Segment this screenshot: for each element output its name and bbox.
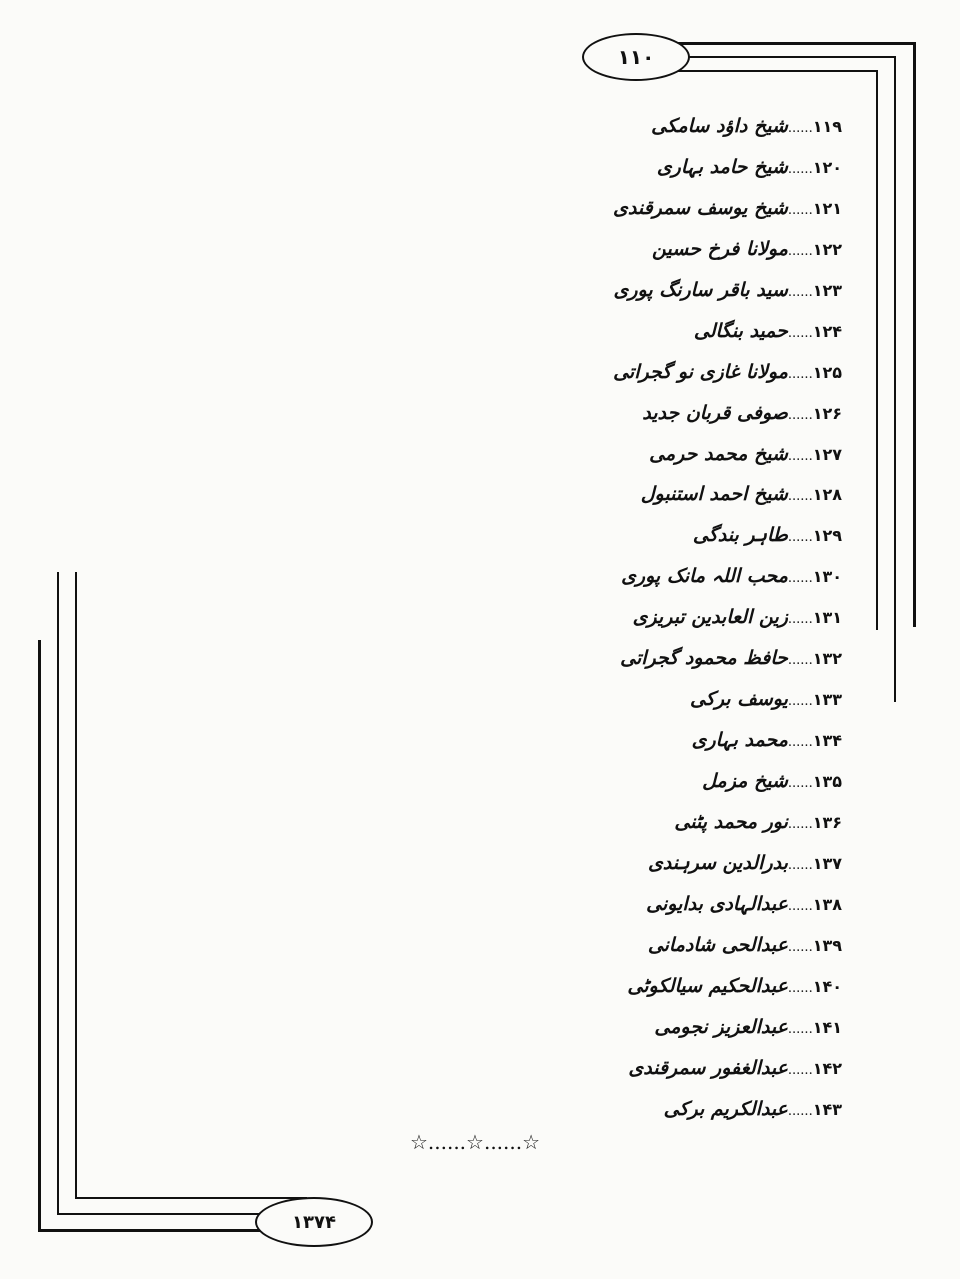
item-number: ۱۱۹ — [812, 117, 842, 136]
page-number-bottom-text: ۱۳۷۴ — [292, 1211, 336, 1233]
item-number: ۱۲۲ — [812, 239, 842, 259]
item-leader-dots: ...... — [787, 776, 813, 791]
item-number: ۱۲۷ — [812, 444, 842, 464]
list-item — [613, 1089, 842, 1130]
item-name: طاہر بندگی — [692, 524, 788, 547]
item-name: صوفی قربان جدید — [642, 401, 788, 424]
item-number: ۱۴۱ — [812, 1017, 842, 1037]
list-item — [613, 679, 842, 720]
list-item — [613, 393, 842, 434]
item-leader-dots: ...... — [787, 243, 813, 259]
item-name: عبدالحکیم سیالکوٹی — [627, 974, 788, 997]
item-leader-dots: ...... — [787, 571, 813, 587]
list-item — [613, 311, 842, 352]
item-name: محمد بہاری — [691, 729, 788, 752]
item-leader-dots: ...... — [787, 816, 813, 832]
item-name: شیخ یوسف سمرقندی — [613, 196, 788, 219]
bottom-frame-line — [57, 572, 59, 1215]
item-leader-dots: ...... — [787, 407, 813, 423]
item-name: عبدالعزیز نجومی — [654, 1015, 788, 1038]
list-item — [613, 556, 842, 597]
item-number: ۱۲۹ — [812, 526, 842, 546]
top-frame-line — [913, 42, 916, 627]
list-item — [613, 352, 842, 393]
list-item — [613, 966, 842, 1007]
item-name: شیخ داؤد سامکی — [651, 115, 788, 137]
item-number: ۱۳۲ — [812, 649, 842, 669]
list-item — [613, 474, 842, 515]
item-name: نور محمد پٹنی — [674, 810, 788, 833]
item-name: شیخ محمد حرمی — [649, 442, 788, 465]
list-item — [613, 229, 842, 270]
item-name: محب اللہ مانک پوری — [621, 565, 788, 588]
item-number: ۱۳۰ — [812, 567, 842, 587]
item-name: یوسف برکی — [689, 688, 788, 711]
list-item — [613, 515, 842, 556]
item-name: زین العابدین تبریزی — [632, 606, 788, 629]
list-item — [613, 720, 842, 761]
list-item — [613, 1048, 842, 1089]
list-item — [613, 1007, 842, 1048]
item-number: ۱۲۱ — [812, 198, 842, 218]
bottom-frame-line — [75, 1197, 307, 1199]
list-item — [613, 884, 842, 925]
item-number: ۱۳۵ — [812, 772, 842, 791]
item-number: ۱۳۴ — [812, 731, 842, 751]
item-name: عبدالغفور سمرقندی — [628, 1056, 788, 1079]
item-leader-dots: ...... — [787, 1103, 813, 1119]
page-number-top-text: ۱۱۰ — [617, 45, 655, 69]
item-number: ۱۴۲ — [812, 1058, 842, 1078]
item-leader-dots: ...... — [787, 1062, 813, 1078]
item-name: مولانا فرخ حسین — [652, 237, 788, 260]
item-leader-dots: ...... — [787, 653, 813, 669]
item-leader-dots: ...... — [787, 612, 813, 628]
item-leader-dots: ...... — [787, 530, 813, 546]
item-name: شیخ حامد بہاری — [656, 155, 788, 178]
item-leader-dots: ...... — [787, 980, 813, 996]
item-leader-dots: ...... — [787, 489, 813, 505]
item-name: سید باقر سارنگ پوری — [613, 278, 788, 301]
item-name: مولانا غازی نو گجراتی — [613, 360, 788, 383]
item-leader-dots: ...... — [787, 735, 813, 751]
item-leader-dots: ...... — [787, 202, 813, 218]
item-number: ۱۳۹ — [812, 935, 842, 955]
item-leader-dots: ...... — [787, 857, 813, 873]
item-name: حمید بنگالی — [693, 319, 788, 342]
bottom-frame-line — [75, 572, 77, 1199]
top-frame-line — [876, 70, 878, 630]
item-leader-dots: ...... — [787, 694, 813, 710]
item-leader-dots: ...... — [787, 898, 813, 914]
item-number: ۱۲۵ — [812, 362, 842, 382]
list-item — [613, 147, 842, 188]
names-list — [613, 106, 842, 1129]
item-leader-dots: ...... — [787, 366, 813, 382]
item-leader-dots: ...... — [787, 161, 813, 177]
list-item — [613, 843, 842, 884]
item-leader-dots: ...... — [787, 284, 813, 300]
item-number: ۱۴۳ — [812, 1099, 842, 1119]
item-number: ۱۲۰ — [812, 157, 842, 177]
item-number: ۱۳۸ — [812, 894, 842, 914]
star-divider: ☆......☆......☆ — [409, 1130, 541, 1154]
item-leader-dots: ...... — [787, 1021, 813, 1037]
item-number: ۱۲۶ — [812, 403, 842, 423]
list-item — [613, 925, 842, 966]
item-number: ۱۲۸ — [812, 485, 842, 505]
list-item — [613, 106, 842, 147]
item-number: ۱۳۳ — [812, 690, 842, 710]
item-number: ۱۲۴ — [812, 321, 842, 341]
item-name: عبدالکریم برکی — [663, 1097, 788, 1120]
list-item — [613, 434, 842, 475]
list-item — [613, 802, 842, 843]
page-number-top — [582, 33, 690, 81]
item-number: ۱۴۰ — [812, 976, 842, 996]
bottom-frame-line — [38, 640, 41, 1232]
item-name: شیخ مزمل — [702, 770, 788, 792]
top-frame-line — [650, 42, 916, 45]
item-number: ۱۳۶ — [812, 812, 842, 832]
list-item — [613, 761, 842, 802]
list-item — [613, 638, 842, 679]
top-frame-line — [894, 56, 896, 702]
item-leader-dots: ...... — [787, 939, 813, 955]
item-number: ۱۲۳ — [812, 280, 842, 300]
list-item — [613, 597, 842, 638]
item-leader-dots: ...... — [787, 448, 813, 464]
item-leader-dots: ...... — [787, 121, 813, 136]
top-frame-line — [650, 70, 878, 72]
item-number: ۱۳۱ — [812, 608, 842, 628]
item-name: شیخ احمد استنبول — [640, 483, 788, 506]
item-name: بدرالدین سرہندی — [647, 851, 788, 874]
item-name: حافظ محمود گجراتی — [620, 647, 788, 670]
item-name: عبدالحی شادمانی — [647, 933, 788, 956]
item-name: عبدالہادی بدایونی — [646, 892, 788, 915]
item-number: ۱۳۷ — [812, 853, 842, 873]
page-number-bottom — [255, 1197, 373, 1247]
list-item — [613, 188, 842, 229]
list-item — [613, 270, 842, 311]
item-leader-dots: ...... — [787, 325, 813, 341]
